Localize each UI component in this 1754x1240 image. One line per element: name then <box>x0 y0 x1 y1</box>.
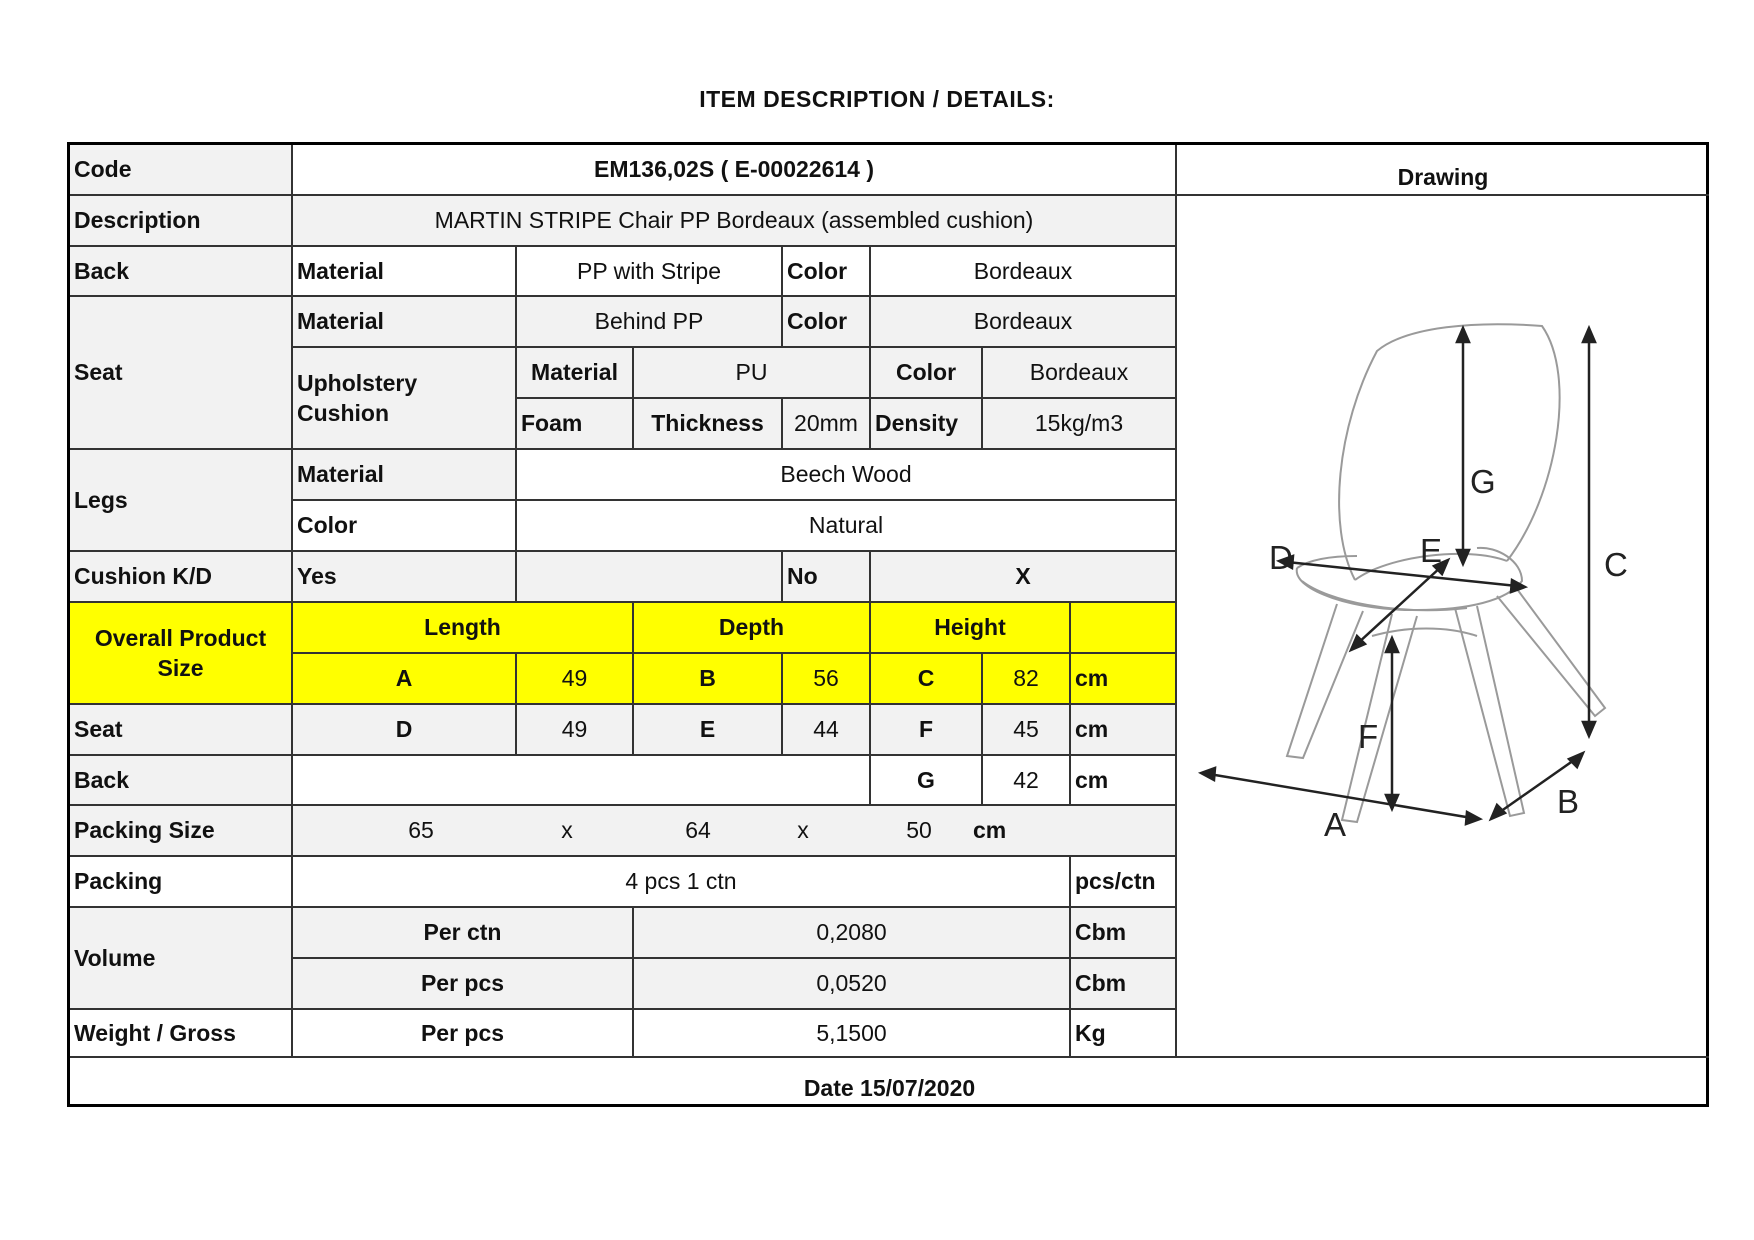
letter-f: F <box>1358 718 1379 755</box>
seat-e-label: E <box>634 705 783 756</box>
density-label: Density <box>871 399 983 450</box>
back-color-value: Bordeaux <box>871 247 1177 297</box>
back-material-value: PP with Stripe <box>517 247 783 297</box>
packing-width: 64 <box>685 817 711 844</box>
overall-blank-cell <box>1071 603 1177 654</box>
legs-color-label: Color <box>293 501 517 552</box>
back-dims-blank <box>293 756 871 806</box>
seat-color-value: Bordeaux <box>871 297 1177 348</box>
chair-drawing <box>1177 196 1709 1056</box>
back-dims-label: Back <box>70 756 293 806</box>
dimension-arrows <box>1201 328 1595 824</box>
letter-c: C <box>1604 546 1628 583</box>
overall-c-label: C <box>871 654 983 705</box>
packing-x1: x <box>561 817 573 844</box>
legs-label: Legs <box>70 450 293 552</box>
foam-density-value: 15kg/m3 <box>983 399 1177 450</box>
packing-size-label: Packing Size <box>70 806 293 857</box>
packing-length: 65 <box>408 817 434 844</box>
cushion-kd-yes-value <box>517 552 783 603</box>
foam-thickness-value: 20mm <box>783 399 871 450</box>
back-g-value: 42 <box>983 756 1071 806</box>
chair-outline <box>1287 324 1605 822</box>
description-value: MARTIN STRIPE Chair PP Bordeaux (assembled cushion) <box>293 196 1177 247</box>
volume-per-ctn-unit: Cbm <box>1071 908 1177 959</box>
code-label: Code <box>70 145 293 196</box>
back-dims-unit: cm <box>1071 756 1177 806</box>
back-g-label: G <box>871 756 983 806</box>
spec-sheet <box>67 142 1709 1107</box>
packing-value: 4 pcs 1 ctn <box>293 857 1071 908</box>
legs-material-label: Material <box>293 450 517 501</box>
volume-per-pcs-unit: Cbm <box>1071 959 1177 1010</box>
depth-header: Depth <box>634 603 871 654</box>
overall-c-value: 82 <box>983 654 1071 705</box>
document-title: ITEM DESCRIPTION / DETAILS: <box>699 86 1055 112</box>
overall-b-value: 56 <box>783 654 871 705</box>
volume-label: Volume <box>70 908 293 1010</box>
packing-label: Packing <box>70 857 293 908</box>
seat-color-label: Color <box>783 297 871 348</box>
seat-e-value: 44 <box>783 705 871 756</box>
cushion-kd-no-value: X <box>871 552 1177 603</box>
overall-a-label: A <box>293 654 517 705</box>
upholstery-material-label: Material <box>517 348 634 399</box>
overall-b-label: B <box>634 654 783 705</box>
upholstery-color-label: Color <box>871 348 983 399</box>
dimension-letters <box>1269 463 1628 843</box>
drawing-header: Drawing <box>1177 145 1709 196</box>
back-material-label: Material <box>293 247 517 297</box>
letter-e: E <box>1420 532 1443 569</box>
letter-b: B <box>1557 783 1580 820</box>
height-header: Height <box>871 603 1071 654</box>
seat-d-label: D <box>293 705 517 756</box>
foam-label: Foam <box>517 399 634 450</box>
back-color-label: Color <box>783 247 871 297</box>
seat-material-label: Material <box>293 297 517 348</box>
seat-dims-label: Seat <box>70 705 293 756</box>
footer-date: Date 15/07/2020 <box>803 1075 976 1102</box>
packing-height: 50 <box>906 817 932 844</box>
seat-material-value: Behind PP <box>517 297 783 348</box>
legs-color-value: Natural <box>517 501 1177 552</box>
cushion-kd-label: Cushion K/D <box>70 552 293 603</box>
seat-d-value: 49 <box>517 705 634 756</box>
length-header: Length <box>293 603 634 654</box>
packing-unit: pcs/ctn <box>1071 857 1177 908</box>
packing-x2: x <box>797 817 809 844</box>
legs-material-value: Beech Wood <box>517 450 1177 501</box>
volume-per-ctn-label: Per ctn <box>293 908 634 959</box>
code-value: EM136,02S ( E-00022614 ) <box>293 145 1177 196</box>
packing-size-row <box>293 806 1177 857</box>
overall-unit: cm <box>1071 654 1177 705</box>
drawing-cell <box>1177 196 1709 1058</box>
letter-d: D <box>1269 539 1293 576</box>
upholstery-cushion-label: Upholstery Cushion <box>293 348 517 450</box>
seat-dims-unit: cm <box>1071 705 1177 756</box>
upholstery-material-value: PU <box>634 348 871 399</box>
cushion-kd-no-label: No <box>783 552 871 603</box>
back-label: Back <box>70 247 293 297</box>
seat-f-label: F <box>871 705 983 756</box>
seat-label: Seat <box>70 297 293 450</box>
volume-per-pcs-value: 0,0520 <box>634 959 1071 1010</box>
letter-a: A <box>1324 806 1347 843</box>
weight-label: Weight / Gross <box>70 1010 293 1058</box>
weight-per-pcs-value: 5,1500 <box>634 1010 1071 1058</box>
upholstery-color-value: Bordeaux <box>983 348 1177 399</box>
cushion-kd-yes-label: Yes <box>293 552 517 603</box>
seat-f-value: 45 <box>983 705 1071 756</box>
letter-g: G <box>1470 463 1496 500</box>
overall-a-value: 49 <box>517 654 634 705</box>
weight-per-pcs-label: Per pcs <box>293 1010 634 1058</box>
weight-unit: Kg <box>1071 1010 1177 1058</box>
overall-size-label: Overall Product Size <box>70 603 293 705</box>
description-label: Description <box>70 196 293 247</box>
volume-per-ctn-value: 0,2080 <box>634 908 1071 959</box>
packing-size-unit: cm <box>973 817 1007 844</box>
volume-per-pcs-label: Per pcs <box>293 959 634 1010</box>
thickness-label: Thickness <box>634 399 783 450</box>
